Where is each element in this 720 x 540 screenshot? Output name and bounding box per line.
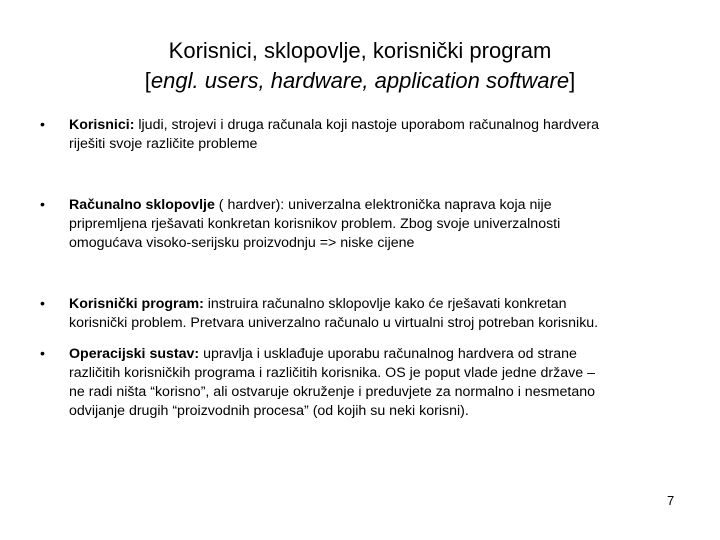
term: Operacijski sustav:	[69, 346, 200, 362]
term: Korisnici:	[69, 117, 135, 133]
slide-title	[0, 36, 720, 96]
line: korisnički problem. Pretvara univerzalno računalo u virtualni stroj potreban korisniku.	[69, 315, 599, 331]
bracket-close: ]	[569, 68, 576, 93]
line: riješiti svoje različite probleme	[69, 136, 258, 152]
bullet-icon: •	[40, 296, 45, 312]
term: Računalno sklopovlje	[69, 197, 215, 213]
line: omogućava visoko-serijsku proizvodnju => niske cijene	[69, 235, 415, 251]
line: različitih korisničkih programa i različitih korisnika. OS je poput vlade jedne države –	[69, 365, 595, 381]
title-line-2	[0, 66, 720, 96]
line: upravlja i usklađuje uporabu računalnog hardvera od strane	[199, 346, 577, 362]
line: ( hardver): univerzalna elektronička naprava koja nije	[214, 197, 552, 213]
line: instruira računalno sklopovlje kako će rješavati konkretan	[203, 296, 567, 312]
line: ne radi ništa “korisno”, ali ostvaruje okruženje i preduvjete za normalno i nesmetano	[69, 384, 595, 400]
bullet-icon: •	[40, 117, 45, 133]
line: ljudi, strojevi i druga računala koji nastoje uporabom računalnog hardvera	[134, 117, 599, 133]
line: odvijanje drugih “proizvodnih procesa” (od kojih su neki korisni).	[69, 403, 469, 419]
bracket-open: [	[144, 68, 151, 93]
bullet-icon: •	[40, 346, 45, 362]
line: pripremljena rješavati konkretan korisnikov problem. Zbog svoje univerzalnosti	[69, 216, 561, 232]
title-english: engl. users, hardware, application software	[150, 68, 570, 93]
bullet-icon: •	[40, 197, 45, 213]
page-number: 7	[667, 493, 675, 508]
title-line-1: Korisnici, sklopovlje, korisnički program	[168, 38, 552, 63]
term: Korisnički program:	[69, 296, 204, 312]
